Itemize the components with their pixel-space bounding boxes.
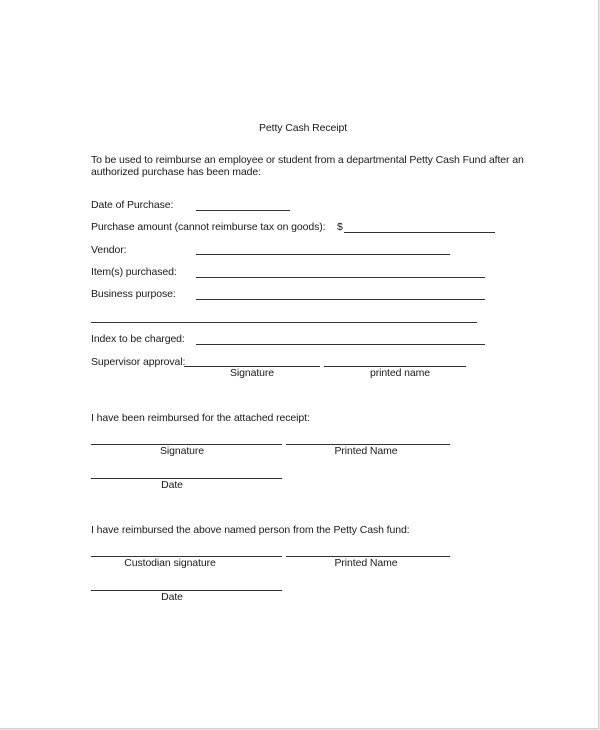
- currency-symbol: $: [337, 221, 343, 233]
- custodian-heading: I have reimbursed the above named person from the Petty Cash fund:: [91, 524, 410, 536]
- vendor-line[interactable]: [196, 254, 450, 255]
- business-purpose-line[interactable]: [196, 299, 485, 300]
- custodian-signature-caption: Custodian signature: [124, 557, 216, 569]
- reimbursed-signature-caption: Signature: [159, 445, 205, 457]
- items-purchased-line[interactable]: [196, 277, 485, 278]
- business-purpose-continuation-line[interactable]: [91, 322, 477, 323]
- purchase-amount-label: Purchase amount (cannot reimburse tax on goods):: [91, 221, 326, 233]
- date-of-purchase-label: Date of Purchase:: [91, 199, 174, 211]
- items-purchased-label: Item(s) purchased:: [91, 266, 177, 278]
- custodian-printed-name-caption: Printed Name: [334, 557, 398, 569]
- reimbursed-date-line[interactable]: [91, 478, 282, 479]
- intro-text-line-1: To be used to reimburse an employee or student from a departmental Petty Cash Fund after an: [91, 154, 524, 166]
- business-purpose-label: Business purpose:: [91, 288, 176, 300]
- purchase-amount-line[interactable]: [344, 232, 495, 233]
- vendor-label: Vendor:: [91, 244, 127, 256]
- index-to-be-charged-line[interactable]: [196, 344, 485, 345]
- reimbursed-printed-name-caption: Printed Name: [334, 445, 398, 457]
- supervisor-approval-label: Supervisor approval:: [91, 356, 186, 368]
- custodian-date-caption: Date: [161, 591, 183, 603]
- supervisor-printed-name-caption: printed name: [369, 367, 431, 379]
- intro-text-line-2: authorized purchase has been made:: [91, 166, 261, 178]
- reimbursed-heading: I have been reimbursed for the attached receipt:: [91, 412, 310, 424]
- custodian-date-line[interactable]: [91, 590, 282, 591]
- index-to-be-charged-label: Index to be charged:: [91, 333, 185, 345]
- document-title: Petty Cash Receipt: [259, 122, 348, 134]
- supervisor-signature-caption: Signature: [229, 367, 275, 379]
- date-of-purchase-line[interactable]: [196, 210, 290, 211]
- reimbursed-date-caption: Date: [161, 479, 183, 491]
